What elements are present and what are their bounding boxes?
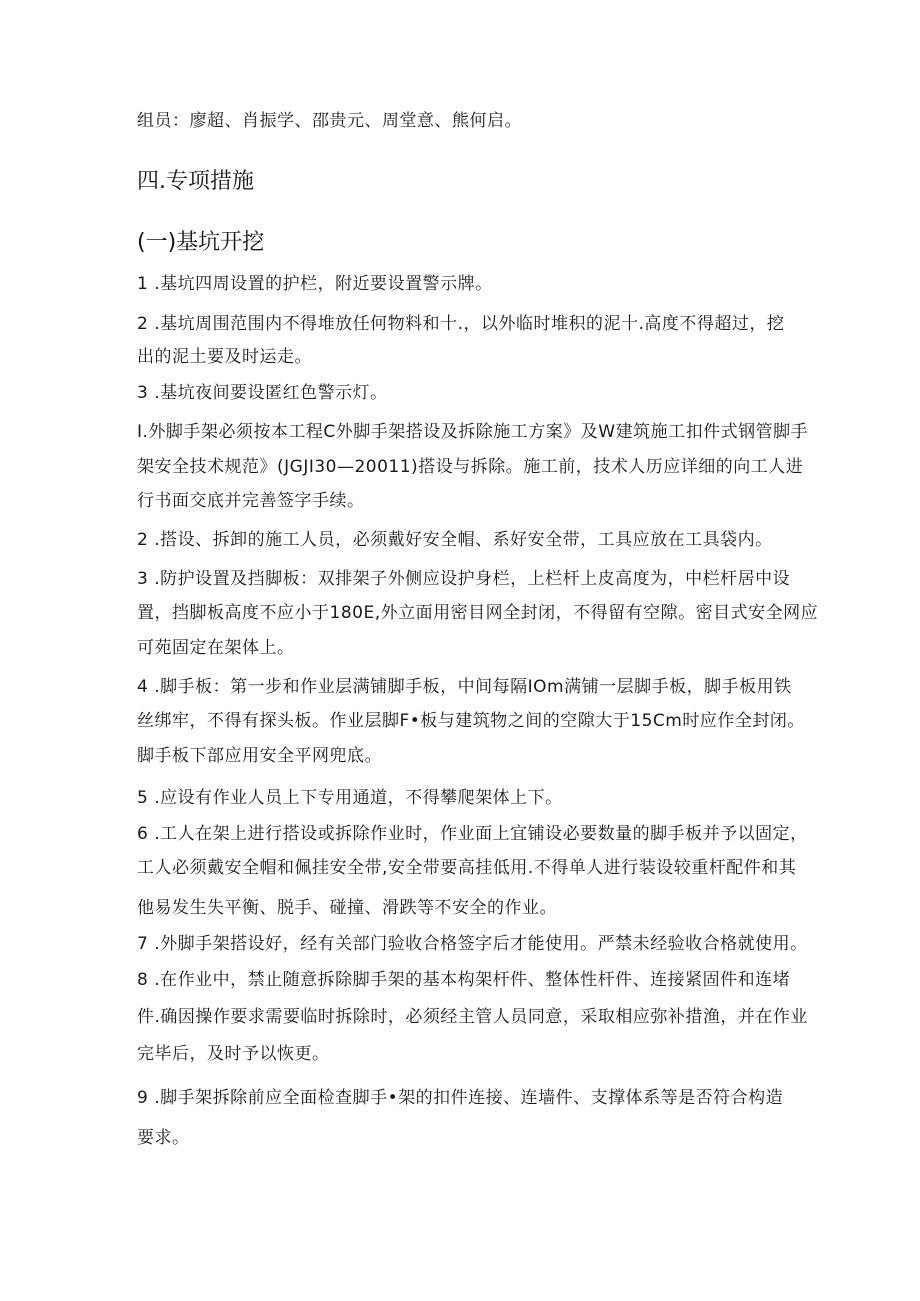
paragraph-line: 行书面交底并完善签字手续。: [137, 491, 365, 511]
paragraph-line: 4 .脚手板：第一步和作业层满铺脚手板，中间每隔IOm满铺一层脚手板，脚手板用铁: [137, 677, 792, 697]
paragraph-line: 9 .脚手架拆除前应全面检查脚手•架的扣件连接、连墙件、支撑体系等是否符合构造: [137, 1088, 784, 1108]
paragraph-line: 8 .在作业中，禁止随意拆除脚手架的基本构架杆件、整体性杆件、连接紧固件和连堵: [137, 970, 791, 990]
paragraph-line: 可苑固定在架体上。: [137, 638, 295, 658]
paragraph-line: 件.确因操作要求需要临时拆除时，必须经主管人员同意，采取相应弥补措渔，并在作业: [137, 1007, 808, 1027]
paragraph-line: 3 .防护设置及挡脚板：双排架子外侧应设护身栏，上栏杆上皮高度为，中栏杆居中设: [137, 569, 791, 589]
paragraph-line: 2 .基坑周围范围内不得堆放任何物料和十.，以外临时堆积的泥十.高度不得超过，挖: [137, 314, 785, 334]
paragraph-line: 他易发生失平衡、脱手、碰撞、滑跌等不安全的作业。: [137, 898, 557, 918]
members-line: 组员：廖超、肖振学、邵贵元、周堂意、熊何启。: [137, 111, 522, 131]
paragraph-line: 丝绑牢，不得有探头板。作业层脚F•板与建筑物之间的空隙大于15Cm时应作全封闭。: [137, 711, 805, 731]
paragraph-line: 脚手板下部应用安全平网兜底。: [137, 746, 382, 766]
paragraph-line: 6 .工人在架上进行搭设或拆除作业时，作业面上宜铺设必要数量的脚手板并予以固定，: [137, 824, 808, 844]
paragraph-line: I.外脚手架必须按本工程C外脚手架搭设及拆除施工方案》及W建筑施工扣件式钢管脚手: [137, 422, 809, 442]
paragraph-line: 要求。: [137, 1128, 190, 1148]
paragraph-line: 置，挡脚板高度不应小于180E,外立面用密目网全封闭，不得留有空隙。密目式安全网应: [137, 603, 819, 623]
section-heading: 四.专项措施: [137, 169, 254, 194]
paragraph-line: 1 .基坑四周设置的护栏，附近要设置警示牌。: [137, 274, 493, 294]
subsection-heading: (一)基坑开挖: [137, 230, 265, 255]
paragraph-line: 出的泥土要及时运走。: [137, 347, 312, 367]
paragraph-line: 7 .外脚手架搭设好，经有关部门验收合格签字后才能使用。严禁未经验收合格就使用。: [137, 934, 808, 954]
paragraph-line: 工人必须戴安全帽和佩挂安全带,安全带要高挂低用.不得单人进行装设较重杆配件和其: [137, 858, 797, 878]
paragraph-line: 3 .基坑夜间要设匿红色警示灯。: [137, 383, 388, 403]
paragraph-line: 架安全技术规范》(JGJI30—20011)搭设与拆除。施工前，技术人历应详细的向工人进: [137, 457, 804, 477]
paragraph-line: 2 .搭设、拆卸的施工人员，必须戴好安全帽、系好安全带，工具应放在工具袋内。: [137, 530, 773, 550]
paragraph-line: 5 .应设有作业人员上下专用通道，不得攀爬架体上下。: [137, 788, 563, 808]
paragraph-line: 完毕后，及时予以恢更。: [137, 1044, 330, 1064]
